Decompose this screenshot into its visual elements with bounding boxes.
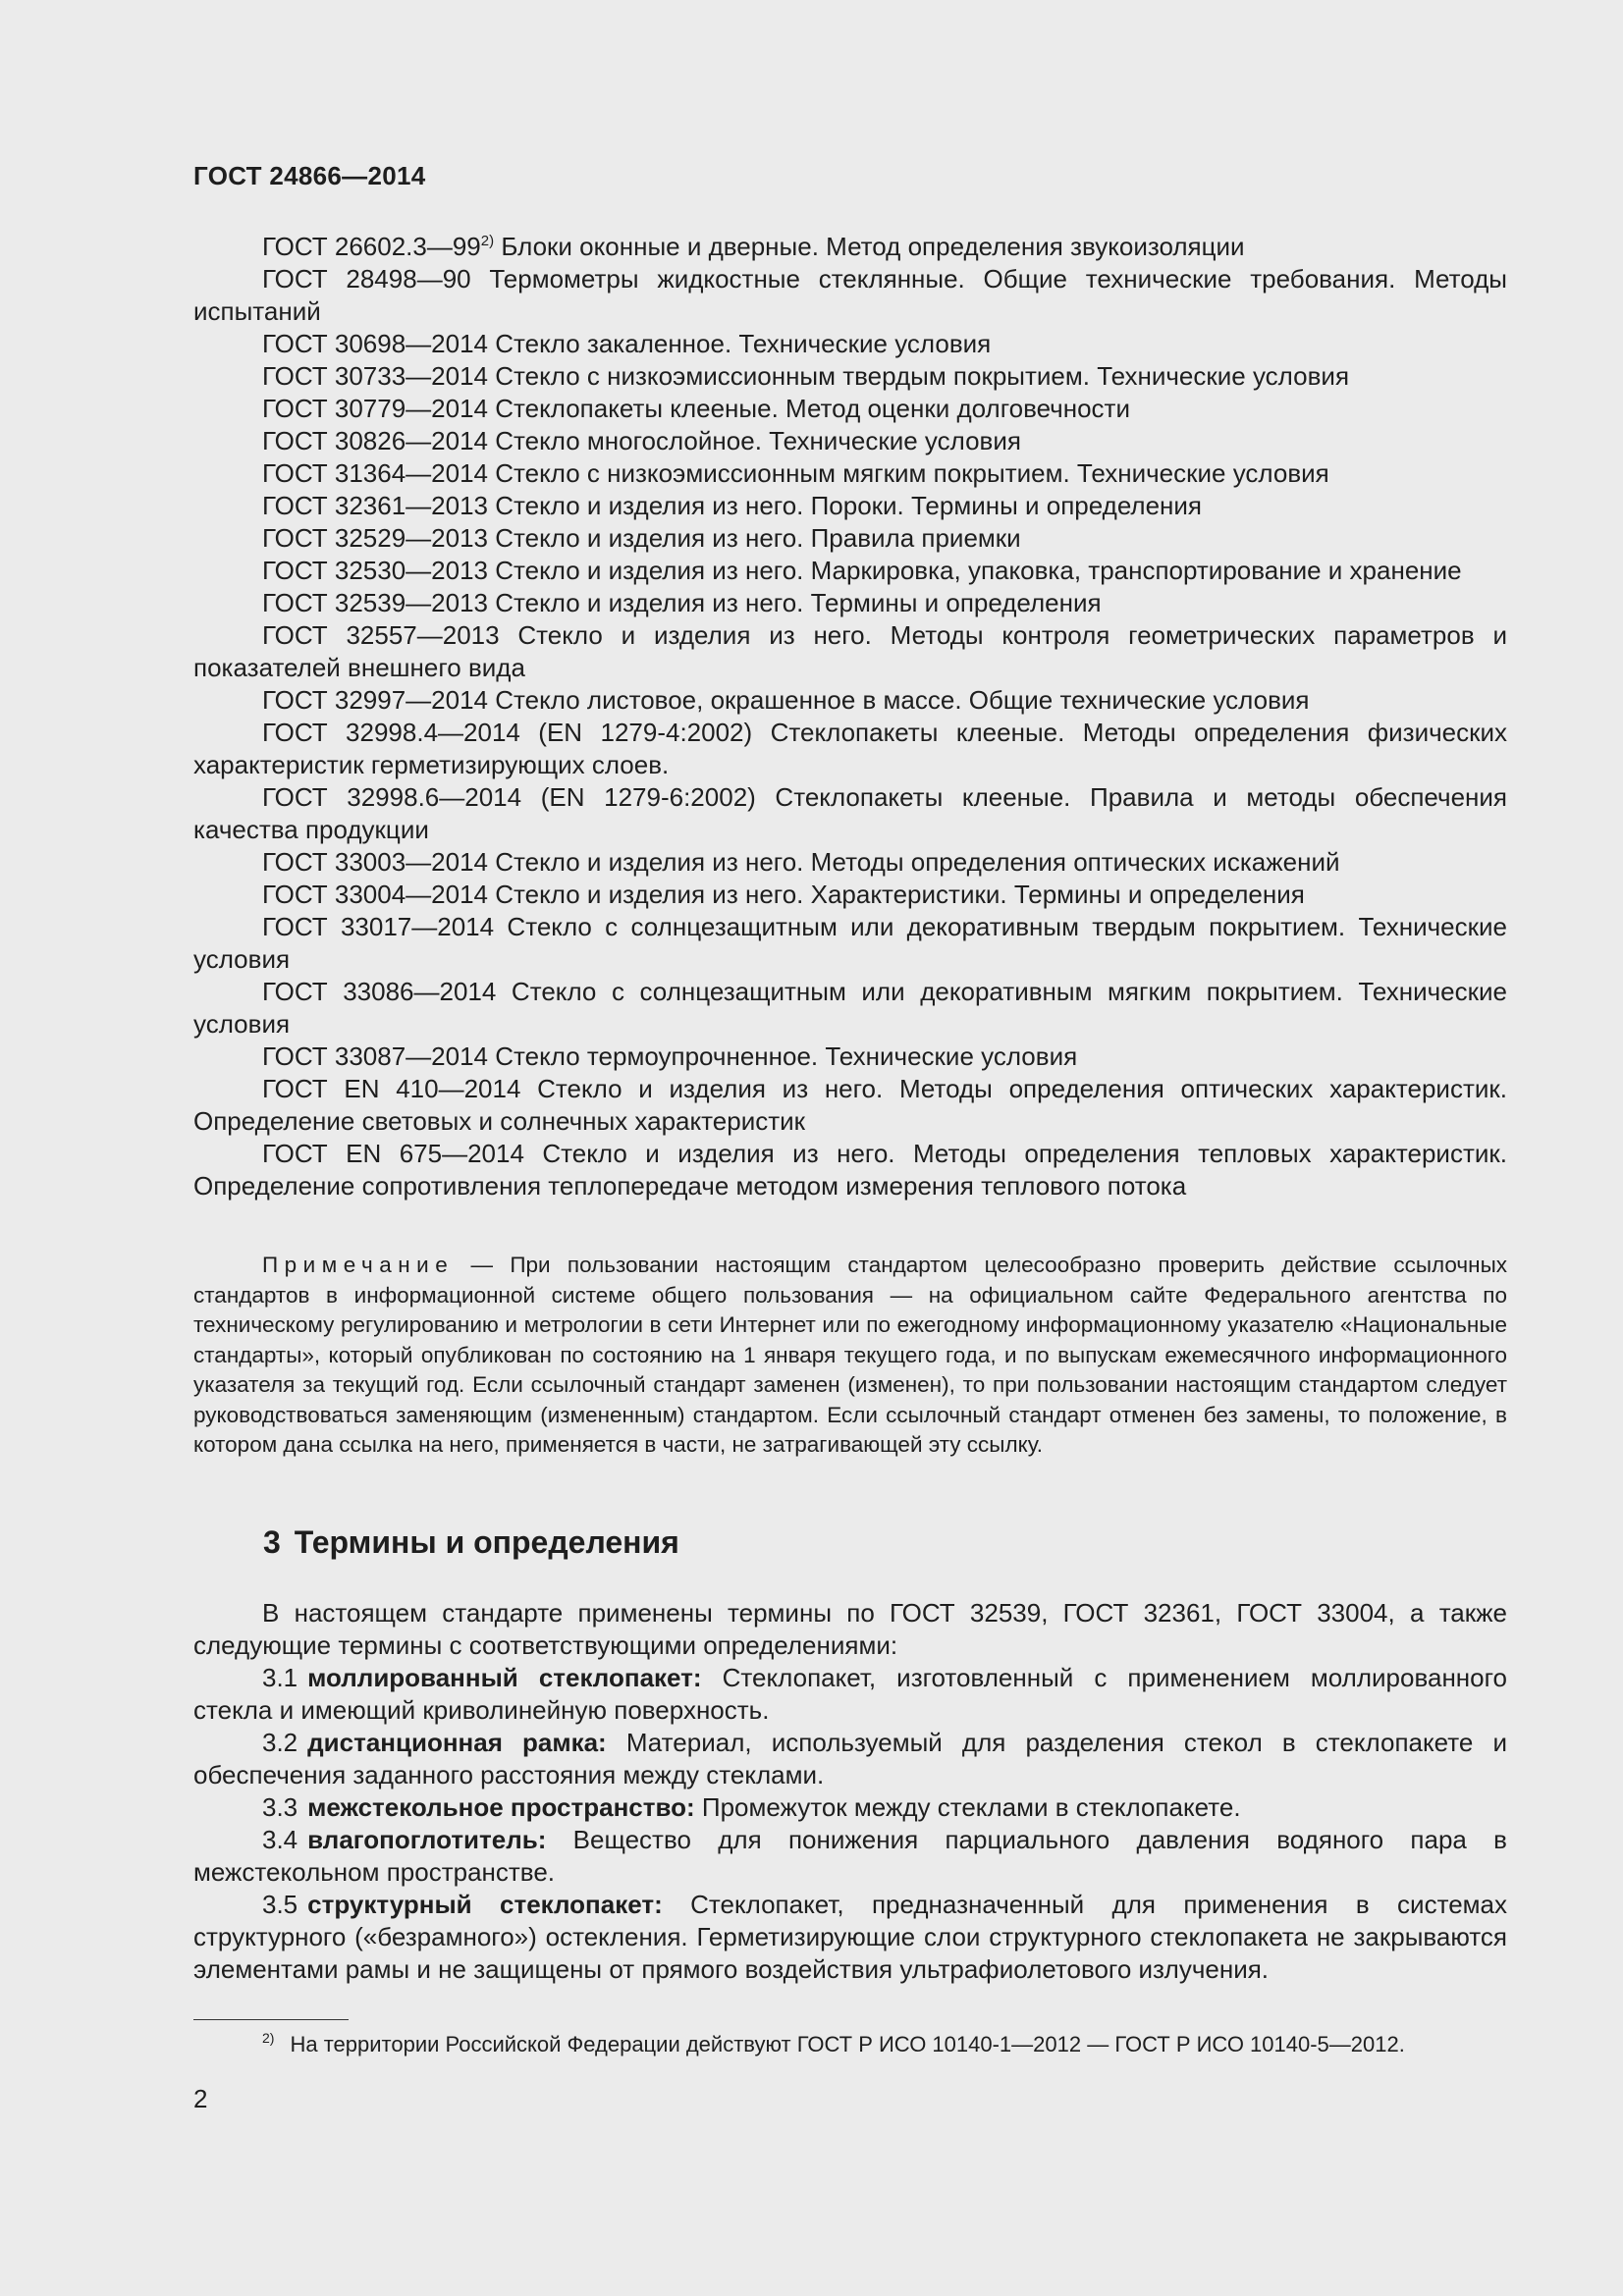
term-number: 3.5: [262, 1890, 298, 1919]
reference-code: ГОСТ EN 410—2014: [262, 1074, 521, 1103]
section-heading: [263, 1524, 679, 1561]
reference-item: [193, 587, 1507, 619]
reference-code: ГОСТ 32998.6—2014: [262, 782, 522, 812]
reference-code: ГОСТ 32997—2014: [262, 685, 489, 715]
reference-code: ГОСТ 32529—2013: [262, 523, 489, 553]
note-text: — При пользовании настоящим стандартом целесообразно проверить действие ссылочных стандартов в информационной системе общего пользования — на официальном сайте Федерального агентства по техническому регулированию и метрологии в сети Интернет или по ежегодному информационному указателю «Национальные стандарты», который опубликован по состоянию на 1 января текущего года, и по выпускам ежемесячного информационного указателя за текущий год. Если ссылочный стандарт заменен (изменен), то при пользовании настоящим стандартом следует руководствоваться заменяющим (измененным) стандартом. Если ссылочный стандарт отменен без замены, то положение, в котором дана ссылка на него, применяется в части, не затрагивающей эту ссылку.: [193, 1253, 1507, 1457]
reference-code: ГОСТ 31364—2014: [262, 458, 489, 488]
term-list: [193, 1662, 1507, 1986]
reference-item: [193, 1138, 1507, 1202]
page-number: 2: [193, 2084, 208, 2113]
reference-code: ГОСТ 32361—2013: [262, 491, 489, 520]
section-body: [193, 1597, 1507, 1986]
document-header: ГОСТ 24866—2014: [193, 161, 426, 190]
reference-title: Стекло и изделия из него. Маркировка, упаковка, транспортирование и хранение: [488, 556, 1462, 585]
reference-title: Стекло многослойное. Технические условия: [488, 426, 1021, 455]
reference-item: [193, 976, 1507, 1041]
reference-item: [193, 684, 1507, 717]
reference-item: [193, 425, 1507, 457]
note-label: Примечание: [262, 1253, 455, 1277]
footnote: [262, 2030, 1405, 2059]
term-number: 3.4: [262, 1825, 298, 1854]
term-number: 3.2: [262, 1728, 298, 1757]
reference-title: Стекло с солнцезащитным или декоративным твердым покрытием. Технические условия: [193, 912, 1507, 974]
term-definition: [193, 1824, 1507, 1889]
term-name: межстекольное пространство:: [307, 1792, 695, 1822]
reference-code: ГОСТ 30733—2014: [262, 361, 489, 391]
reference-title: Стекло и изделия из него. Пороки. Термины и определения: [488, 491, 1203, 520]
section-number: 3: [263, 1524, 281, 1560]
reference-item: [193, 1041, 1507, 1073]
term-text: Вещество для понижения парциального давления водяного пара в межстекольном пространстве.: [193, 1825, 1507, 1887]
reference-title: Стекло и изделия из него. Методы определения тепловых характеристик. Определение сопротивления теплопередаче методом измерения теплового потока: [193, 1139, 1507, 1201]
term-text: Материал, используемый для разделения стекол в стеклопакете и обеспечения заданного расстояния между стеклами.: [193, 1728, 1507, 1789]
term-name: влагопоглотитель:: [307, 1825, 547, 1854]
term-definition: [193, 1889, 1507, 1986]
term-definition: [193, 1727, 1507, 1791]
term-text: Промежуток между стеклами в стеклопакете.: [694, 1792, 1241, 1822]
footnote-mark: 2): [262, 2030, 275, 2046]
term-name: моллированный стеклопакет:: [307, 1663, 702, 1692]
reference-code: ГОСТ 32557—2013: [262, 620, 500, 650]
reference-code: ГОСТ 33017—2014: [262, 912, 495, 941]
reference-title: Стекло термоупрочненное. Технические условия: [488, 1041, 1078, 1071]
reference-item: [193, 911, 1507, 976]
reference-title: (EN 1279-6:2002) Стеклопакеты клееные. Правила и методы обеспечения качества продукции: [193, 782, 1507, 844]
term-name: структурный стеклопакет:: [307, 1890, 663, 1919]
reference-title: Стекло закаленное. Технические условия: [488, 329, 992, 358]
reference-title: Стекло и изделия из него. Методы определения оптических характеристик. Определение световых и солнечных характеристик: [193, 1074, 1507, 1136]
footnote-rule: [193, 2019, 349, 2020]
reference-item: [193, 1073, 1507, 1138]
section-title: Термины и определения: [294, 1524, 679, 1560]
reference-item: [193, 263, 1507, 328]
reference-code: ГОСТ 28498—90: [262, 264, 471, 294]
reference-code: ГОСТ 32998.4—2014: [262, 718, 520, 747]
reference-title: Термометры жидкостные стеклянные. Общие технические требования. Методы испытаний: [193, 264, 1507, 326]
reference-title: Стекло с низкоэмиссионным мягким покрытием. Технические условия: [488, 458, 1329, 488]
reference-item: [193, 717, 1507, 781]
reference-title: Стекло и изделия из него. Термины и определения: [488, 588, 1102, 617]
reference-code: ГОСТ 33087—2014: [262, 1041, 489, 1071]
reference-title: Стекло с солнцезащитным или декоративным мягким покрытием. Технические условия: [193, 977, 1507, 1039]
term-number: 3.3: [262, 1792, 298, 1822]
reference-code: ГОСТ 32539—2013: [262, 588, 489, 617]
reference-item: [193, 781, 1507, 846]
term-definition: [193, 1791, 1507, 1824]
reference-title: Блоки оконные и дверные. Метод определения звукоизоляции: [494, 232, 1245, 261]
reference-code: ГОСТ 30826—2014: [262, 426, 489, 455]
reference-item: [193, 879, 1507, 911]
term-name: дистанционная рамка:: [307, 1728, 607, 1757]
term-number: 3.1: [262, 1663, 298, 1692]
reference-code: ГОСТ 30779—2014: [262, 394, 489, 423]
reference-item: [193, 457, 1507, 490]
note-block: [193, 1251, 1507, 1461]
term-definition: [193, 1662, 1507, 1727]
reference-title: Стекло с низкоэмиссионным твердым покрытием. Технические условия: [488, 361, 1350, 391]
term-text: Стеклопакет, изготовленный с применением моллированного стекла и имеющий криволинейную поверхность.: [193, 1663, 1507, 1725]
reference-item: [193, 619, 1507, 684]
section-intro: В настоящем стандарте применены термины по ГОСТ 32539, ГОСТ 32361, ГОСТ 33004, а также следующие термины с соответствующими определениями:: [193, 1598, 1507, 1660]
reference-item: [193, 393, 1507, 425]
reference-title: Стекло листовое, окрашенное в массе. Общие технические условия: [488, 685, 1310, 715]
reference-title: Стекло и изделия из него. Методы контроля геометрических параметров и показателей внешнего вида: [193, 620, 1507, 682]
reference-code: ГОСТ 26602.3—99: [262, 232, 481, 261]
reference-title: Стекло и изделия из него. Правила приемки: [488, 523, 1021, 553]
reference-item: [193, 555, 1507, 587]
reference-item: [193, 522, 1507, 555]
reference-item: [193, 846, 1507, 879]
reference-title: Стекло и изделия из него. Методы определения оптических искажений: [488, 847, 1340, 877]
reference-list: [193, 231, 1507, 1202]
reference-title: (EN 1279-4:2002) Стеклопакеты клееные. Методы определения физических характеристик герметизирующих слоев.: [193, 718, 1508, 779]
footnote-reference-mark: 2): [480, 233, 495, 249]
reference-title: Стекло и изделия из него. Характеристики. Термины и определения: [488, 880, 1305, 909]
reference-code: ГОСТ 32530—2013: [262, 556, 489, 585]
reference-code: ГОСТ 33086—2014: [262, 977, 497, 1006]
reference-item: [193, 231, 1507, 263]
reference-item: [193, 490, 1507, 522]
reference-code: ГОСТ 30698—2014: [262, 329, 489, 358]
term-text: Стеклопакет, предназначенный для применения в системах структурного («безрамного») остекления. Герметизирующие слои структурного стеклопакета не закрываются элементами рамы и не защищены от прямого воздействия ультрафиолетового излучения.: [193, 1890, 1507, 1984]
reference-code: ГОСТ 33003—2014: [262, 847, 489, 877]
reference-item: [193, 328, 1507, 360]
footnote-text: На территории Российской Федерации действуют ГОСТ Р ИСО 10140-1—2012 — ГОСТ Р ИСО 10140-5—2012.: [290, 2032, 1405, 2056]
reference-code: ГОСТ 33004—2014: [262, 880, 489, 909]
reference-item: [193, 360, 1507, 393]
reference-code: ГОСТ EN 675—2014: [262, 1139, 524, 1168]
reference-title: Стеклопакеты клееные. Метод оценки долговечности: [488, 394, 1130, 423]
